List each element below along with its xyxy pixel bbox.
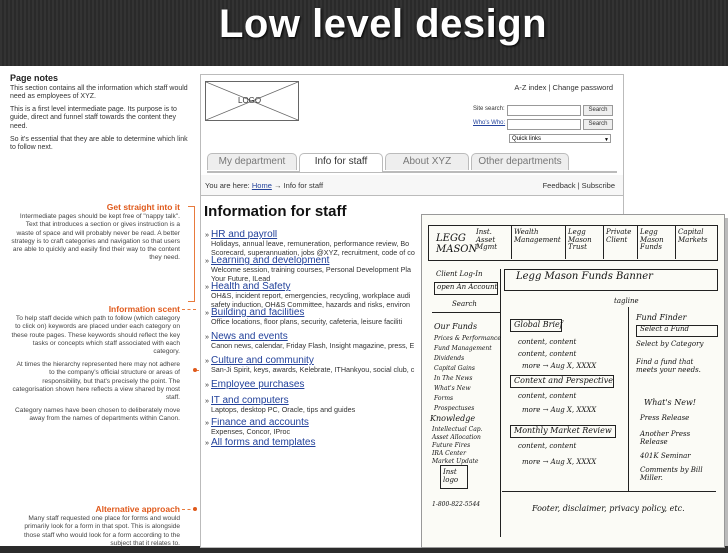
category-link[interactable]: IT and computers	[211, 396, 289, 406]
tab-other-departments[interactable]: Other departments	[471, 153, 569, 170]
category-keywords: San-Ji Spirit, keys, awards, Kelebrate, ITHankyou, social club, c	[211, 365, 415, 374]
sketch-more[interactable]: more → Aug X, XXXX	[522, 406, 597, 414]
sketch-rule	[432, 312, 500, 313]
annotation-heading: Information scent	[108, 304, 180, 314]
sketch-nav-item[interactable]: Legg Mason Funds	[640, 228, 664, 252]
annotation-text: Many staff requested one place for forms and would primarily look for a form in that spot. This is alongside those staff who would look for a form according to the subject that it relates to.	[23, 515, 180, 547]
sketch-nav-item[interactable]: Legg Mason Trust	[568, 228, 592, 252]
sketch-search[interactable]: Search	[452, 300, 477, 308]
sketch-nav-divider	[675, 225, 676, 259]
notes-paragraph: This is a first level intermediate page. Its purpose is to guide, direct and funnel staff towards the content they need.	[10, 105, 177, 130]
category-keywords: Expenses, Concor, IProc	[211, 427, 291, 436]
sketch-nav-divider	[637, 225, 638, 259]
category-link[interactable]: Finance and accounts	[211, 418, 309, 428]
sketch-nav-item[interactable]: Capital Markets	[678, 228, 708, 244]
sketch-comments[interactable]: Comments by Bill Miller.	[640, 466, 703, 482]
notes-paragraph: This section contains all the information which staff would need as employees of XYZ.	[10, 84, 188, 101]
category-item: » HR and payroll Holidays, annual leave, remuneration, performance review, Bo Scorecard, superannuation, jobs @XYZ, recruitment, code of co	[205, 230, 435, 257]
annotation-scent	[10, 305, 180, 429]
tab-about-xyz[interactable]: About XYZ	[385, 153, 469, 170]
top-links[interactable]: A-Z index | Change password	[514, 83, 613, 92]
category-item: » IT and computers Laptops, desktop PC, Oracle, tips and guides	[205, 396, 435, 414]
whos-who-label	[473, 120, 505, 126]
category-keywords: Your Future, ILead	[211, 274, 271, 283]
site-search-input[interactable]	[507, 105, 581, 116]
category-keywords: Office locations, floor plans, security, cafeteria, leisure faciliti	[211, 317, 403, 326]
site-search-label: Site search:	[473, 106, 505, 112]
annotation-text: Intermediate pages should be kept free of "nappy talk". Text that introduces a section or gives instruction is a waste of space and will probably never be read. A better strategy is to craft categories and navigation so that users are able to quickly and easily find their way to the content they need.	[11, 213, 180, 262]
sketch-fund-link[interactable]: In The News	[434, 375, 473, 382]
category-link[interactable]: Health and Safety	[211, 282, 291, 292]
tab-info-for-staff[interactable]: Info for staff	[299, 153, 383, 172]
sketch-fund-finder: Fund Finder	[636, 313, 687, 322]
sketch-nav-divider	[603, 225, 604, 259]
sketch-global-brief: Global Brief	[514, 320, 563, 329]
sketch-column-divider	[628, 307, 629, 491]
annotation-text: To help staff decide which path to follow (which category to click on) keywords are placed under each category on these route pages. These keywords should reflect the key tasks or concepts which staff associated with each category.	[11, 315, 180, 356]
sketch-nav-divider	[511, 225, 512, 259]
whos-who-search-button[interactable]: Search	[583, 119, 613, 130]
category-link[interactable]: All forms and templates	[211, 438, 316, 447]
sketch-inst-logo: Inst logo	[443, 468, 459, 484]
quick-links-select[interactable]	[509, 134, 611, 143]
sketch-fund-link[interactable]: Fund Management	[434, 345, 492, 352]
sketch-knowledge-link[interactable]: Market Update	[432, 458, 479, 465]
sketch-content: content, content	[518, 442, 577, 450]
sketch-content: content, content	[518, 392, 577, 400]
sketch-client-login[interactable]: Client Log-In	[436, 270, 483, 278]
annotation-heading: Get straight into it	[106, 202, 180, 212]
category-link[interactable]: Culture and community	[211, 356, 314, 366]
page-notes-heading: Page notes	[10, 73, 59, 83]
category-keywords: Holidays, annual leave, remuneration, performance review, Bo	[211, 239, 410, 248]
sketch-fund-link[interactable]: Forms	[434, 395, 454, 402]
category-keywords: OH&S, incident report, emergencies, recycling, workplace audi	[211, 291, 411, 300]
category-item: » News and events Canon news, calendar, Friday Flash, Insight magazine, press, E	[205, 332, 435, 350]
sketch-nav-item[interactable]: Wealth Management	[514, 228, 561, 244]
chevron-down-icon: ▼	[604, 137, 609, 143]
sketch-context: Context and Perspective	[514, 376, 613, 385]
tab-bar	[207, 153, 617, 173]
category-item: » Learning and development Welcome session, training courses, Personal Development Pla Your Future, ILead	[205, 256, 435, 283]
tab-my-department[interactable]: My department	[207, 153, 297, 170]
sketch-footer: Footer, disclaimer, privacy policy, etc.	[532, 504, 685, 513]
sketch-seminar[interactable]: 401K Seminar	[640, 452, 691, 460]
sketch-knowledge-link[interactable]: IRA Center	[432, 450, 466, 457]
category-keywords: Welcome session, training courses, Personal Development Pla	[211, 265, 412, 274]
sketch-column-divider	[500, 269, 501, 537]
sketch-whats-new: What's New!	[644, 398, 697, 407]
category-item: » Building and facilities Office locations, floor plans, security, cafeteria, leisure faciliti	[205, 308, 435, 326]
category-keywords: Laptops, desktop PC, Oracle, tips and guides	[211, 405, 356, 414]
sketch-more[interactable]: more → Aug X, XXXX	[522, 362, 597, 370]
sketch-monthly: Monthly Market Review	[514, 426, 612, 435]
category-keywords: Canon news, calendar, Friday Flash, Insight magazine, press, E	[211, 341, 415, 350]
annotation-marker	[193, 507, 197, 511]
sketch-fund-link[interactable]: Prices & Performance	[434, 335, 501, 342]
category-link[interactable]: Employee purchases	[211, 380, 305, 389]
sketch-fund-link[interactable]: Dividends	[434, 355, 465, 362]
sketch-logo: LEGG MASON	[436, 233, 478, 255]
page-notes	[10, 74, 188, 157]
whos-who-link[interactable]: Who's Who:	[473, 120, 506, 126]
sketch-phone: 1-800-822-5544	[432, 501, 481, 508]
category-item: » Health and Safety OH&S, incident report, emergencies, recycling, workplace audi safety induction, OH&S Committee, hazards and risks, environ	[205, 282, 435, 309]
hand-sketch	[421, 214, 725, 548]
category-link[interactable]: HR and payroll	[211, 230, 278, 240]
sketch-fund-link[interactable]: Capital Gains	[434, 365, 475, 372]
sketch-knowledge-link[interactable]: Intellectual Cap.	[432, 426, 483, 433]
logo-placeholder	[205, 81, 299, 121]
breadcrumb-bar	[201, 175, 623, 196]
sketch-tagline: tagline	[614, 297, 639, 305]
breadcrumb	[205, 181, 323, 190]
sketch-content: content, content	[518, 338, 577, 346]
sketch-rule	[502, 491, 716, 492]
sketch-nav-item[interactable]: Inst. Asset Mgmt	[476, 228, 498, 252]
breadcrumb-prefix: You are here:	[205, 181, 250, 190]
slide-title: Low level design	[219, 2, 548, 46]
feedback-links[interactable]: Feedback | Subscribe	[542, 181, 615, 190]
category-link[interactable]: News and events	[211, 332, 288, 342]
sketch-open-account-label: open An Account	[437, 283, 498, 291]
breadcrumb-arrow: →	[273, 181, 282, 190]
annotation-marker	[193, 368, 197, 372]
category-keywords: safety induction, OH&S Committee, hazards and risks, environ	[211, 300, 410, 309]
category-item: » Culture and community San-Ji Spirit, keys, awards, Kelebrate, ITHankyou, social club, c	[205, 356, 435, 374]
sketch-banner: Legg Mason Funds Banner	[516, 271, 653, 282]
sketch-nav-item[interactable]: Private Client	[606, 228, 632, 244]
category-link[interactable]: Learning and development	[211, 256, 330, 266]
category-item: » All forms and templates	[205, 438, 316, 447]
sketch-more[interactable]: more → Aug X, XXXX	[522, 458, 597, 466]
whos-who-input[interactable]	[507, 119, 581, 130]
sketch-nav-divider	[565, 225, 566, 259]
sketch-our-funds: Our Funds	[434, 322, 478, 331]
breadcrumb-home-link[interactable]: Home	[251, 181, 272, 190]
sketch-knowledge-link[interactable]: Asset Allocation	[432, 434, 481, 441]
annotation-text: Category names have been chosen to deliberately move away from the names of departments within Canon.	[15, 407, 180, 423]
sketch-knowledge: Knowledge	[430, 414, 476, 423]
notes-paragraph: So it's essential that they are able to determine which link to follow next.	[10, 135, 188, 152]
category-item: » Finance and accounts Expenses, Concor, IProc	[205, 418, 435, 436]
quick-links-value: Quick links	[512, 136, 542, 142]
category-link[interactable]: Building and facilities	[211, 308, 305, 318]
annotation-heading: Alternative approach	[95, 504, 180, 514]
sketch-find-fund: Find a fund that meets your needs.	[636, 358, 701, 374]
page-title: Information for staff	[204, 203, 347, 220]
annotation-straight	[10, 203, 180, 267]
sketch-press-release[interactable]: Press Release	[640, 414, 690, 422]
category-keywords: Scorecard, superannuation, jobs @XYZ, recruitment, code of co	[211, 248, 415, 257]
sketch-another-press[interactable]: Another Press Release	[640, 430, 691, 446]
sketch-select-category[interactable]: Select by Category	[636, 340, 704, 348]
sketch-knowledge-link[interactable]: Future Fires	[432, 442, 471, 449]
logo-text: LOGO	[238, 96, 262, 105]
sketch-content: content, content	[518, 350, 577, 358]
sketch-fund-link[interactable]: What's New	[434, 385, 471, 392]
annotation-connector	[182, 309, 196, 310]
site-search-button[interactable]: Search	[583, 105, 613, 116]
breadcrumb-current: Info for staff	[283, 181, 324, 190]
sketch-fund-link[interactable]: Prospectuses	[434, 405, 475, 412]
category-item: » Employee purchases	[205, 380, 305, 389]
sketch-select-fund-label: Select a Fund	[640, 325, 690, 333]
annotation-text: At times the hierarchy represented here may not adhere to the company's official structure or areas of responsibility, but that's precisely the point. The categorisation shown here reflects a view shared by most staff.	[12, 361, 180, 402]
annotation-bracket	[188, 206, 195, 302]
